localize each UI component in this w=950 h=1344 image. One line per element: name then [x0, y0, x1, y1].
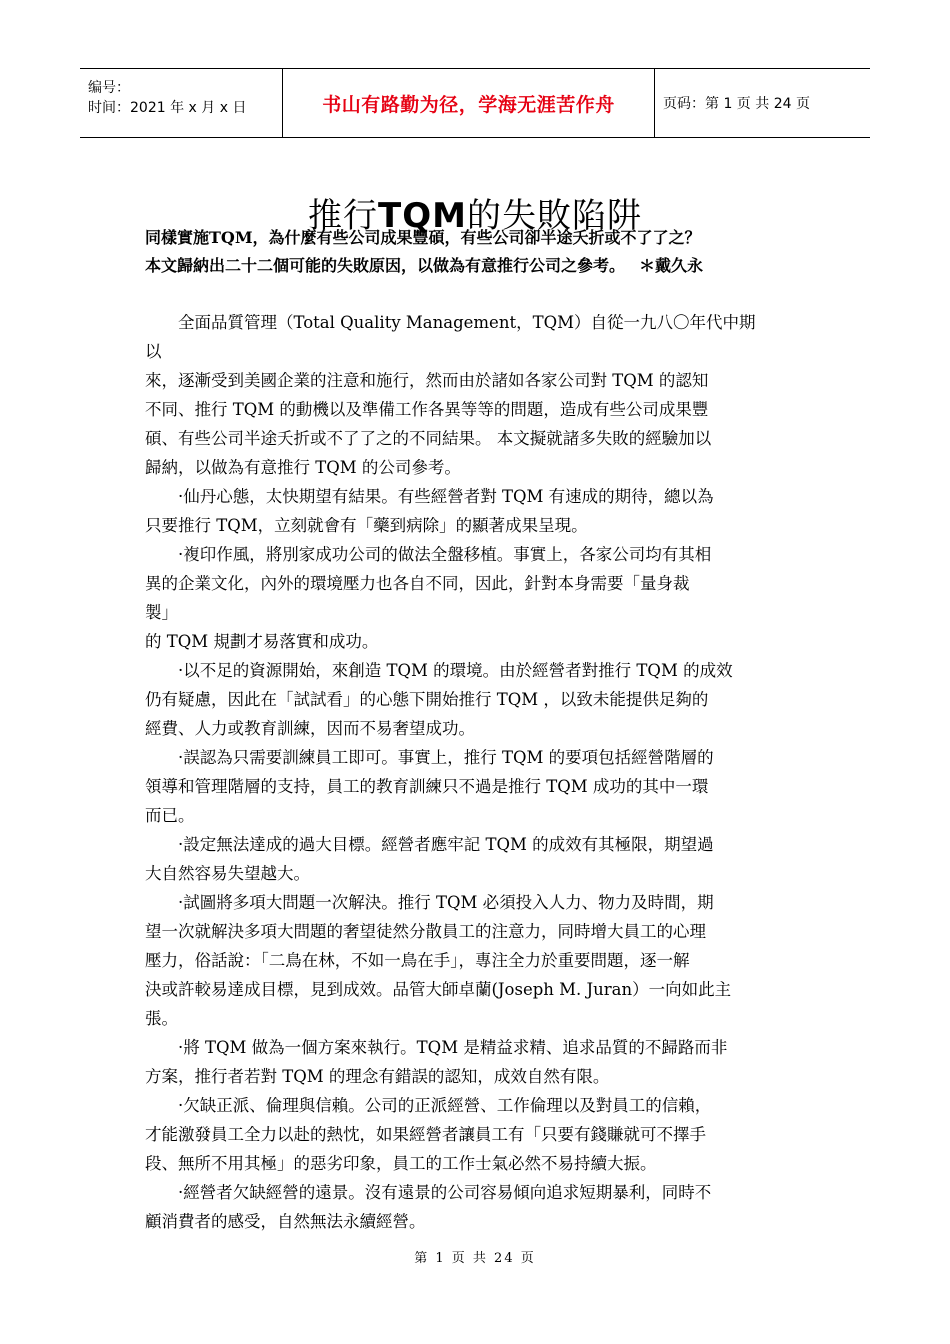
- subtitle-line-2: [145, 252, 825, 280]
- paragraph: ·欠缺正派、倫理與信賴。公司的正派經營、工作倫理以及對員工的信賴， 才能激發員工全力以赴的熱忱，如果經營者讓員工有「只要有錢賺就可不擇手 段、無所不用其極」的惡劣印象，員工的工作士氣必然不易持續大振。: [145, 1096, 712, 1173]
- paragraph: ·以不足的資源開始，來創造 TQM 的環境。由於經營者對推行 TQM 的成效 仍有疑慮，因此在「試試看」的心態下開始推行 TQM ，以致未能提供足夠的 經費、人力或教育訓練，因而不易奢望成功。: [145, 661, 733, 738]
- header-page-cell: [655, 69, 870, 137]
- header-meta: [80, 69, 282, 137]
- paragraph: ·複印作風，將別家成功公司的做法全盤移植。事實上，各家公司均有其相 異的企業文化，內外的環境壓力也各自不同，因此，針對本身需要「量身裁 製」 的 TQM 規劃才易落實和成功。: [145, 545, 712, 651]
- body-text: [145, 308, 810, 1236]
- header-table: [80, 68, 870, 138]
- page-info: 页码：第 1 页 共 24 页: [663, 96, 810, 112]
- author-name: ＊戴久永: [639, 256, 704, 275]
- paragraph: ·仙丹心態，太快期望有結果。有些經營者對 TQM 有速成的期待，總以為 只要推行 TQM，立刻就會有「藥到病除」的顯著成果呈現。: [145, 487, 714, 535]
- paragraph: ·將 TQM 做為一個方案來執行。TQM 是精益求精、追求品質的不歸路而非 方案，推行者若對 TQM 的理念有錯誤的認知，成效自然有限。: [145, 1038, 728, 1086]
- motto-text: 书山有路勤为径，学海无涯苦作舟: [322, 93, 615, 116]
- document-time-label: 时间：2021 年 x 月 x 日: [88, 100, 247, 116]
- paragraph: ·試圖將多項大問題一次解決。推行 TQM 必須投入人力、物力及時間，期 望一次就解決多項大問題的奢望徒然分散員工的注意力，同時增大員工的心理 壓力，俗話說：「二鳥在林，不如一鳥在手」，專注全力於重要問題，逐一解 決或許較易達成目標，見到成效。品管大師卓蘭(Joseph M. Juran）一向如此主 張。: [145, 893, 732, 1028]
- title-part-2: TQM: [378, 195, 467, 236]
- title-part-3: 的失敗陷阱: [466, 195, 642, 236]
- paragraph: 全面品質管理（Total Quality Management，TQM）自從一九八〇年代中期 以 來，逐漸受到美國企業的注意和施行，然而由於諸如各家公司對 TQM 的認知 不同、推行 TQM 的動機以及準備工作各異等等的問題，造成有些公司成果豐 碩、有些公司半途夭折或不了了之的不同結果。 本文擬就諸多失敗的經驗加以 歸納，以做為有意推行 TQM 的公司參考。: [145, 313, 756, 477]
- subtitle-block: [145, 224, 825, 280]
- subtitle-line-2-text: 本文歸納出二十二個可能的失敗原因，以做為有意推行公司之參考。: [145, 256, 626, 275]
- paragraph: ·誤認為只需要訓練員工即可。事實上，推行 TQM 的要項包括經營階層的 領導和管理階層的支持，員工的教育訓練只不過是推行 TQM 成功的其中一環 而已。: [145, 748, 714, 825]
- document-number-label: 编号：: [88, 80, 130, 96]
- paragraph: ·經營者欠缺經營的遠景。沒有遠景的公司容易傾向追求短期暴利，同時不 顧消費者的感受，自然無法永續經營。: [145, 1183, 712, 1231]
- subtitle-line-1: 同樣實施TQM，為什麼有些公司成果豐碩，有些公司卻半途夭折或不了了之？: [145, 228, 701, 247]
- title-part-1: 推行: [308, 195, 379, 236]
- paragraph: ·設定無法達成的過大目標。經營者應牢記 TQM 的成效有其極限，期望過 大自然容易失望越大。: [145, 835, 714, 883]
- page-footer: 第 1 页 共 24 页: [414, 1251, 536, 1266]
- header-motto-cell: [282, 69, 655, 137]
